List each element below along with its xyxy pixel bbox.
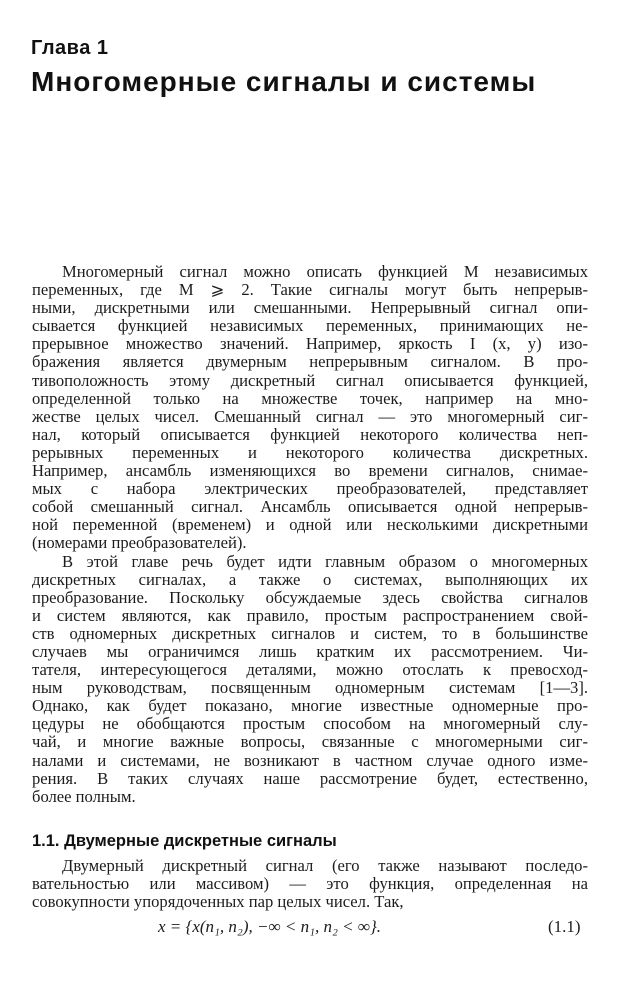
text-line: собой смешанный сигнал. Ансамбль описывается одной непрерыв- bbox=[32, 497, 588, 517]
text-line: В этой главе речь будет идти главным образом о многомерных bbox=[62, 551, 588, 571]
equation: x = {x(n₁, n₂), −∞ < n₁, n₂ < ∞}. bbox=[158, 917, 382, 936]
text-line: Однако, как будет показано, многие известные одномерные про- bbox=[32, 696, 588, 716]
text-line: ств одномерных дискретных сигналов и систем, то в большинстве bbox=[32, 623, 588, 643]
text-line: случаев мы ограничимся лишь кратким их рассмотрением. Чи- bbox=[32, 641, 588, 661]
text-line: Двумерный дискретный сигнал (его также называют последо- bbox=[62, 856, 588, 875]
text-line: прерывное множество значений. Например, яркость I (x, y) изо- bbox=[32, 334, 588, 354]
text-line: нал, который описывается функцией некоторого количества неп- bbox=[32, 424, 588, 444]
section-heading: 1.1. Двумерные дискретные сигналы bbox=[32, 832, 337, 850]
text-line: Например, ансамбль изменяющихся во времени сигналов, снимае- bbox=[32, 461, 588, 481]
text-line: и систем являются, как правило, простым распространением свой- bbox=[32, 605, 588, 625]
text-line: Многомерный сигнал можно описать функцией M независимых bbox=[62, 262, 588, 281]
text-line: мых с набора электрических преобразователей, представляет bbox=[32, 479, 588, 499]
paragraph-2 bbox=[32, 553, 588, 806]
text-line: дискретных сигналах, а также о системах, выполняющих их bbox=[32, 569, 588, 589]
text-line: цедуры не обобщаются простым способом на многомерный слу- bbox=[32, 714, 588, 734]
section-body-text bbox=[32, 857, 588, 911]
text-line: рерывных переменных и некоторого количества дискретных. bbox=[32, 442, 588, 462]
text-line: сывается функцией независимых переменных, принимающих не- bbox=[32, 316, 588, 336]
text-line: ными, дискретными или смешанными. Непрерывный сигнал опи- bbox=[32, 298, 588, 318]
text-line: жестве целых чисел. Смешанный сигнал — это многомерный сиг- bbox=[32, 406, 588, 426]
text-line: тивоположность этому дискретный сигнал описывается функцией, bbox=[32, 370, 588, 390]
text-line: бражения является двумерным непрерывным сигналом. В про- bbox=[32, 352, 588, 372]
text-line: более полным. bbox=[32, 786, 136, 806]
text-line: преобразование. Поскольку обсуждаемые здесь свойства сигналов bbox=[32, 587, 588, 607]
equation-number: (1.1) bbox=[548, 917, 581, 936]
text-line: (номерами преобразователей). bbox=[32, 533, 247, 553]
text-line: ным руководствам, посвященным одномерным системам [1—3]. bbox=[32, 678, 588, 698]
paragraph-3 bbox=[32, 857, 588, 911]
text-line: налами и системами, не возникают в частном случае одного изме- bbox=[32, 750, 588, 770]
text-line: ной переменной (временем) и одной или несколькими дискретными bbox=[32, 515, 588, 535]
text-line: чай, и многие важные вопросы, связанные с многомерными сиг- bbox=[32, 732, 588, 752]
text-line: рения. В таких случаях наше рассмотрение будет, естественно, bbox=[32, 768, 588, 788]
text-line: определенной только на множестве точек, например на мно- bbox=[32, 388, 588, 408]
body-text bbox=[32, 263, 588, 806]
text-line: вательностью или массивом) — это функция, определенная на bbox=[32, 874, 588, 894]
text-line: совокупности упорядоченных пар целых чисел. Так, bbox=[32, 892, 404, 912]
chapter-title: Многомерные сигналы и системы bbox=[31, 66, 537, 97]
chapter-label: Глава 1 bbox=[31, 37, 109, 59]
paragraph-1 bbox=[32, 263, 588, 553]
text-line: тателя, интересующегося деталями, можно отослать к превосход- bbox=[32, 660, 588, 680]
text-line: переменных, где M ⩾ 2. Такие сигналы могут быть непрерыв- bbox=[32, 280, 588, 300]
